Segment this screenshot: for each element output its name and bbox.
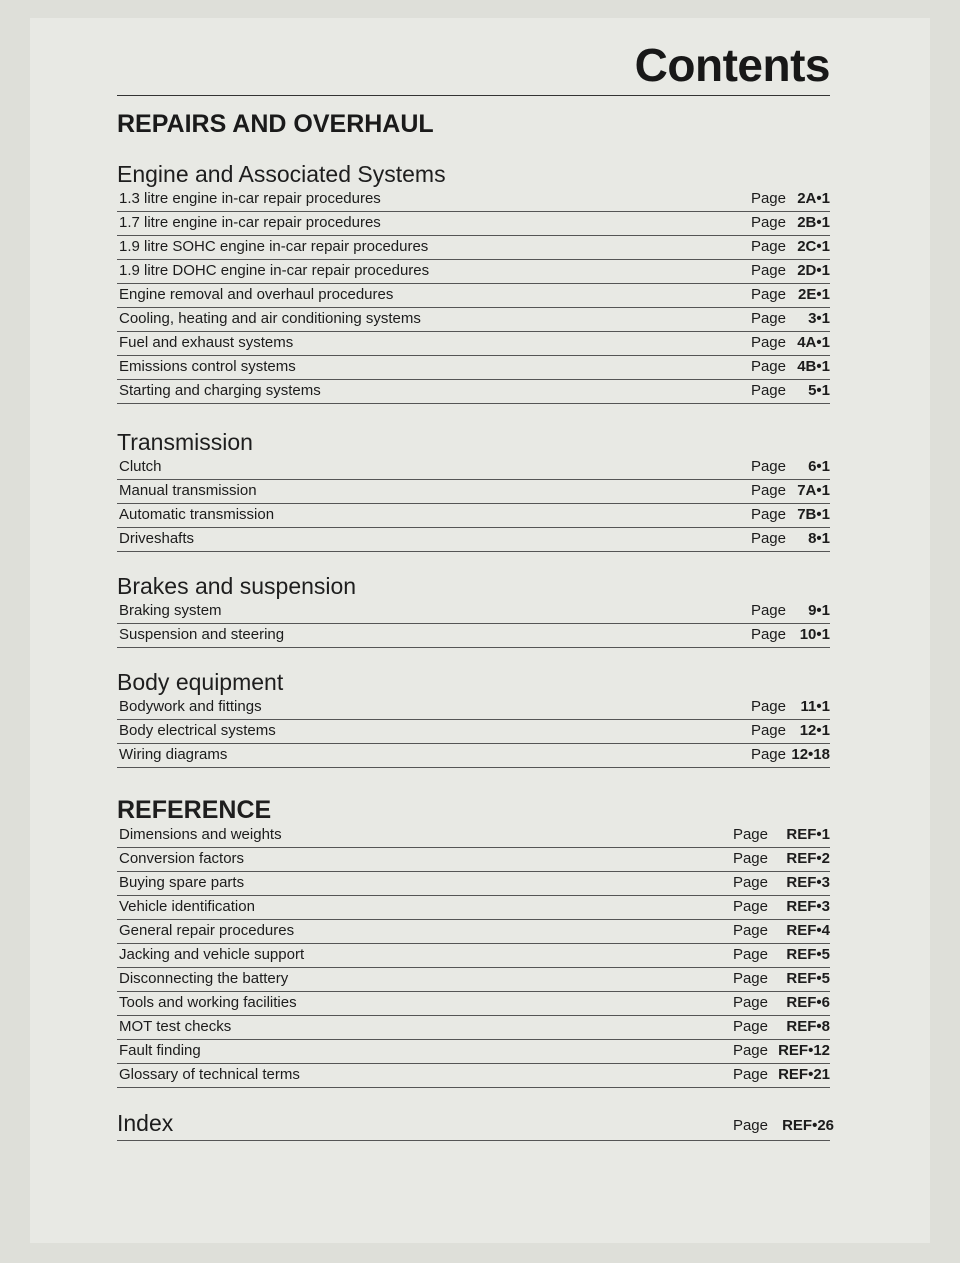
toc-row[interactable] <box>117 896 830 920</box>
toc-label: Manual transmission <box>119 482 257 499</box>
toc-label: Jacking and vehicle support <box>119 946 305 963</box>
toc-row[interactable] <box>117 920 830 944</box>
toc-row[interactable] <box>117 744 830 768</box>
page-number: 2B•1 <box>797 214 830 231</box>
toc-label: Dimensions and weights <box>119 826 282 843</box>
page-word: Page <box>750 286 786 303</box>
page-number: REF•3 <box>786 874 830 891</box>
page-word: Page <box>732 874 768 891</box>
toc-row[interactable] <box>117 480 830 504</box>
toc-row[interactable] <box>117 308 830 332</box>
page-number: 9•1 <box>808 602 830 619</box>
toc-row[interactable] <box>117 1040 830 1064</box>
toc-label: Buying spare parts <box>119 874 245 891</box>
page-number: REF•26 <box>782 1117 834 1134</box>
toc-label: Conversion factors <box>119 850 245 867</box>
page-number: REF•4 <box>786 922 830 939</box>
toc-row[interactable] <box>117 1064 830 1088</box>
page-number: 8•1 <box>808 530 830 547</box>
page-word: Page <box>750 334 786 351</box>
toc-row[interactable] <box>117 992 830 1016</box>
page-word: Page <box>750 262 786 279</box>
page-number: 2D•1 <box>797 262 830 279</box>
toc-row[interactable] <box>117 236 830 260</box>
page-number: REF•5 <box>786 946 830 963</box>
toc-label: 1.9 litre DOHC engine in-car repair procedures <box>119 262 430 279</box>
page-word: Page <box>732 922 768 939</box>
page-number: 3•1 <box>808 310 830 327</box>
toc-row[interactable] <box>117 380 830 404</box>
toc-label: General repair procedures <box>119 922 295 939</box>
toc-row[interactable] <box>117 848 830 872</box>
page-number: 7A•1 <box>797 482 830 499</box>
toc-label: Tools and working facilities <box>119 994 297 1011</box>
toc-row[interactable] <box>117 260 830 284</box>
toc-row[interactable] <box>117 332 830 356</box>
section-engine <box>117 160 830 404</box>
page-number: 2C•1 <box>797 238 830 255</box>
page-number: 4A•1 <box>797 334 830 351</box>
page-word: Page <box>732 946 768 963</box>
toc-row[interactable] <box>117 824 830 848</box>
page-number: 2E•1 <box>798 286 830 303</box>
toc-row[interactable] <box>117 968 830 992</box>
page-word: Page <box>750 626 786 643</box>
page-word: Page <box>750 746 786 763</box>
toc-row[interactable] <box>117 456 830 480</box>
toc-label: Automatic transmission <box>119 506 275 523</box>
page-number: 12•1 <box>799 722 830 739</box>
page-word: Page <box>750 458 786 475</box>
toc-label: Starting and charging systems <box>119 382 321 399</box>
page-number: REF•2 <box>786 850 830 867</box>
toc-row[interactable] <box>117 872 830 896</box>
toc-row[interactable] <box>117 600 830 624</box>
page-word: Page <box>732 898 768 915</box>
page-word: Page <box>732 850 768 867</box>
toc-row[interactable] <box>117 528 830 552</box>
page-word: Page <box>750 482 786 499</box>
page-number: REF•12 <box>778 1042 830 1059</box>
page-word: Page <box>750 382 786 399</box>
toc-label: Vehicle identification <box>119 898 255 915</box>
section-transmission <box>117 428 830 552</box>
toc-label: Clutch <box>119 458 162 475</box>
toc-label: Fault finding <box>119 1042 201 1059</box>
page-number: 10•1 <box>799 626 830 643</box>
page-word: Page <box>750 602 786 619</box>
toc-row[interactable] <box>117 188 830 212</box>
toc-label: Engine removal and overhaul procedures <box>119 286 394 303</box>
page-word: Page <box>732 994 768 1011</box>
toc-label: Wiring diagrams <box>119 746 228 763</box>
section-title: Brakes and suspension <box>117 573 357 599</box>
page-number: REF•3 <box>786 898 830 915</box>
toc-row[interactable] <box>117 504 830 528</box>
toc-label: 1.7 litre engine in-car repair procedures <box>119 214 381 231</box>
page-title: Contents <box>634 39 830 91</box>
page-number: 2A•1 <box>797 190 830 207</box>
page-number: 7B•1 <box>797 506 830 523</box>
toc-label: Cooling, heating and air conditioning systems <box>119 310 421 327</box>
page-number: REF•6 <box>786 994 830 1011</box>
toc-row[interactable] <box>117 356 830 380</box>
page-number: REF•5 <box>786 970 830 987</box>
toc-label: Suspension and steering <box>119 626 285 643</box>
toc-label: Body electrical systems <box>119 722 276 739</box>
toc-row[interactable] <box>117 696 830 720</box>
page-number: REF•8 <box>786 1018 830 1035</box>
page-number: 11•1 <box>800 698 830 715</box>
page-number: 6•1 <box>808 458 830 475</box>
page-word: Page <box>750 238 786 255</box>
section-title: Transmission <box>117 429 253 455</box>
section-body <box>117 668 830 768</box>
toc-row[interactable] <box>117 720 830 744</box>
title-rule <box>117 95 830 96</box>
page-number: 12•18 <box>791 746 830 763</box>
toc-row-index[interactable] <box>117 1110 834 1141</box>
section-title: Body equipment <box>117 669 284 695</box>
index-label: Index <box>117 1110 174 1136</box>
page-word: Page <box>750 530 786 547</box>
page-word: Page <box>750 698 786 715</box>
toc-row[interactable] <box>117 624 830 648</box>
page-number: 5•1 <box>808 382 830 399</box>
toc-row[interactable] <box>117 212 830 236</box>
page-number: 4B•1 <box>797 358 830 375</box>
toc-label: Emissions control systems <box>119 358 296 375</box>
toc-label: MOT test checks <box>119 1018 232 1035</box>
page-number: REF•21 <box>778 1066 830 1083</box>
toc-row[interactable] <box>117 1016 830 1040</box>
page-word: Page <box>750 190 786 207</box>
section-title: Engine and Associated Systems <box>117 161 446 187</box>
page-word: Page <box>750 310 786 327</box>
page-word: Page <box>732 1042 768 1059</box>
page-word: Page <box>732 1018 768 1035</box>
toc-label: Glossary of technical terms <box>119 1066 300 1083</box>
toc-label: Bodywork and fittings <box>119 698 262 715</box>
toc-label: 1.3 litre engine in-car repair procedures <box>119 190 381 207</box>
page-word: Page <box>732 970 768 987</box>
section-title: REFERENCE <box>117 796 272 824</box>
page-number: REF•1 <box>786 826 830 843</box>
page-word: Page <box>732 1066 768 1083</box>
page-word: Page <box>750 358 786 375</box>
toc-label: 1.9 litre SOHC engine in-car repair procedures <box>119 238 429 255</box>
section-brakes <box>117 572 830 648</box>
page-word: Page <box>732 826 768 843</box>
toc-label: Braking system <box>119 602 222 619</box>
page-word: Page <box>750 506 786 523</box>
toc-label: Driveshafts <box>119 530 195 547</box>
toc-row[interactable] <box>117 284 830 308</box>
page-word: Page <box>750 722 786 739</box>
page-word: Page <box>750 214 786 231</box>
section-reference <box>117 796 830 1088</box>
part-heading: REPAIRS AND OVERHAUL <box>117 110 434 138</box>
toc-label: Disconnecting the battery <box>119 970 289 987</box>
page-word: Page <box>732 1117 768 1134</box>
toc-label: Fuel and exhaust systems <box>119 334 294 351</box>
toc-row[interactable] <box>117 944 830 968</box>
